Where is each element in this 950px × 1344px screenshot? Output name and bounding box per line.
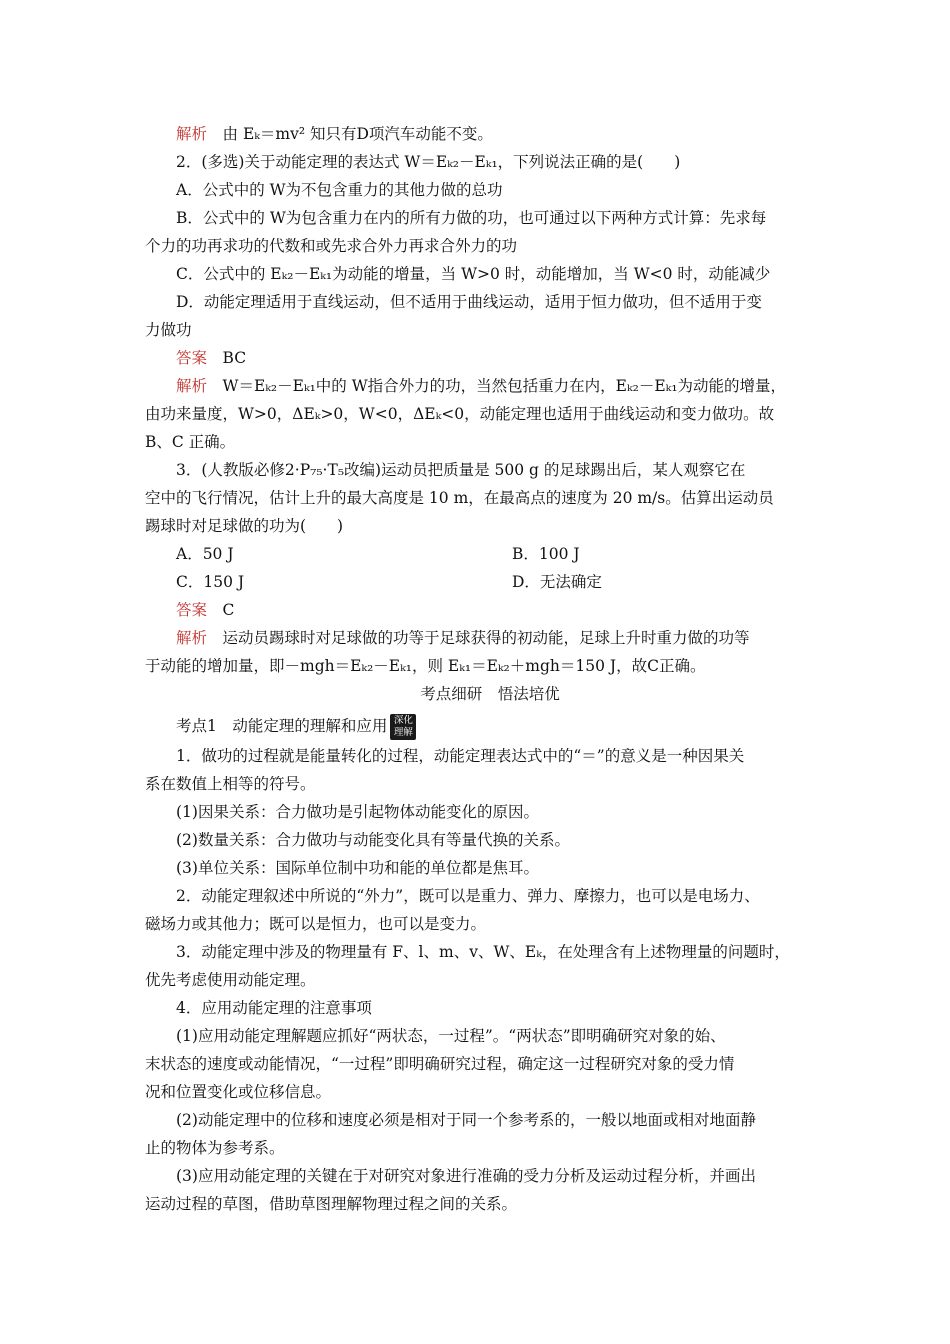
analysis-2-cont-2: B、C 正确。 <box>145 433 236 451</box>
point-4-sub-1-cont-2: 况和位置变化或位移信息。 <box>145 1083 332 1101</box>
option-d: D．动能定理适用于直线运动，但不适用于曲线运动，适用于恒力做功，但不适用于变 <box>176 293 762 311</box>
option-d-3: D．无法确定 <box>512 573 602 591</box>
question-3-stem: 3．(人教版必修2·P₇₅·T₅改编)运动员把质量是 500 g 的足球踢出后，某人观察它在 <box>176 461 746 479</box>
options-ab <box>176 544 841 564</box>
point-3: 3．动能定理中涉及的物理量有 F、l、m、v、W、Eₖ，在处理含有上述物理量的问题时， <box>176 943 790 961</box>
answer-label: 答案 <box>176 349 208 367</box>
point-1-cont: 系在数值上相等的符号。 <box>145 775 316 793</box>
options-cd <box>176 572 841 592</box>
answer-line-2: 答案 BC <box>176 349 247 367</box>
point-3-cont: 优先考虑使用动能定理。 <box>145 971 316 989</box>
analysis-2-cont-1: 由功来量度，W>0，ΔEₖ>0，W<0，ΔEₖ<0，动能定理也适用于曲线运动和变力做功。故 <box>145 405 775 423</box>
point-1-sub-1: (1)因果关系：合力做功是引起物体动能变化的原因。 <box>176 803 539 821</box>
point-4-sub-2-cont: 止的物体为参考系。 <box>145 1139 285 1157</box>
option-b-3: B．100 J <box>512 545 580 563</box>
analysis-label: 解析 <box>176 629 208 647</box>
point-1-sub-3: (3)单位关系：国际单位制中功和能的单位都是焦耳。 <box>176 859 539 877</box>
point-4-sub-1: (1)应用动能定理解题应抓好“两状态，一过程”。“两状态”即明确研究对象的始、 <box>176 1027 726 1045</box>
question-3-cont-1: 空中的飞行情况，估计上升的最大高度是 10 m，在最高点的速度为 20 m/s。估算出运动员 <box>145 489 774 507</box>
point-1: 1．做功的过程就是能量转化的过程，动能定理表达式中的“＝”的意义是一种因果关 <box>176 747 745 765</box>
deepen-understanding-badge: 深化 理解 <box>390 714 416 740</box>
answer-line-3: 答案 C <box>176 601 235 619</box>
point-4: 4．应用动能定理的注意事项 <box>176 999 372 1017</box>
point-4-sub-2: (2)动能定理中的位移和速度必须是相对于同一个参考系的，一般以地面或相对地面静 <box>176 1111 756 1129</box>
analysis-line-2: 解析 W＝Eₖ₂－Eₖ₁中的 W指合外力的功，当然包括重力在内，Eₖ₂－Eₖ₁为动能的增量， <box>176 377 787 395</box>
option-b: B．公式中的 W为包含重力在内的所有力做的功，也可通过以下两种方式计算：先求每 <box>176 209 767 227</box>
point-2-cont: 磁场力或其他力；既可以是恒力，也可以是变力。 <box>145 915 487 933</box>
topic-heading: 考点1 动能定理的理解和应用 深化 理解 <box>176 714 841 740</box>
analysis-label: 解析 <box>176 125 208 143</box>
question-2-stem: 2．(多选)关于动能定理的表达式 W＝Eₖ₂－Eₖ₁，下列说法正确的是( ) <box>176 153 681 171</box>
option-c: C．公式中的 Eₖ₂－Eₖ₁为动能的增量，当 W>0 时，动能增加，当 W<0 时，动能减少 <box>176 265 771 283</box>
option-c-3: C．150 J <box>176 573 245 591</box>
option-a: A．公式中的 W为不包含重力的其他力做的总功 <box>176 181 503 199</box>
analysis-line-3: 解析 运动员踢球时对足球做的功等于足球获得的初动能，足球上升时重力做的功等 <box>176 629 750 647</box>
option-b-cont: 个力的功再求功的代数和或先求合外力再求合外力的功 <box>145 237 518 255</box>
question-3-cont-2: 踢球时对足球做的功为( ) <box>145 517 344 535</box>
point-1-sub-2: (2)数量关系：合力做功与动能变化具有等量代换的关系。 <box>176 831 570 849</box>
section-title: 考点细研 悟法培优 <box>420 685 560 703</box>
analysis-line-1: 解析 由 Eₖ＝mv² 知只有D项汽车动能不变。 <box>176 125 493 143</box>
analysis-label: 解析 <box>176 377 208 395</box>
option-a-3: A．50 J <box>176 545 234 563</box>
point-4-sub-3-cont: 运动过程的草图，借助草图理解物理过程之间的关系。 <box>145 1195 518 1213</box>
point-2: 2．动能定理叙述中所说的“外力”，既可以是重力、弹力、摩擦力，也可以是电场力、 <box>176 887 760 905</box>
point-4-sub-1-cont-1: 末状态的速度或动能情况，“一过程”即明确研究过程，确定这一过程研究对象的受力情 <box>145 1055 735 1073</box>
answer-label: 答案 <box>176 601 208 619</box>
option-d-cont: 力做功 <box>145 321 192 339</box>
point-4-sub-3: (3)应用动能定理的关键在于对研究对象进行准确的受力分析及运动过程分析，并画出 <box>176 1167 756 1185</box>
analysis-3-cont: 于动能的增加量，即－mgh＝Eₖ₂－Eₖ₁，则 Eₖ₁＝Eₖ₂＋mgh＝150 J，故C正确。 <box>145 657 706 675</box>
